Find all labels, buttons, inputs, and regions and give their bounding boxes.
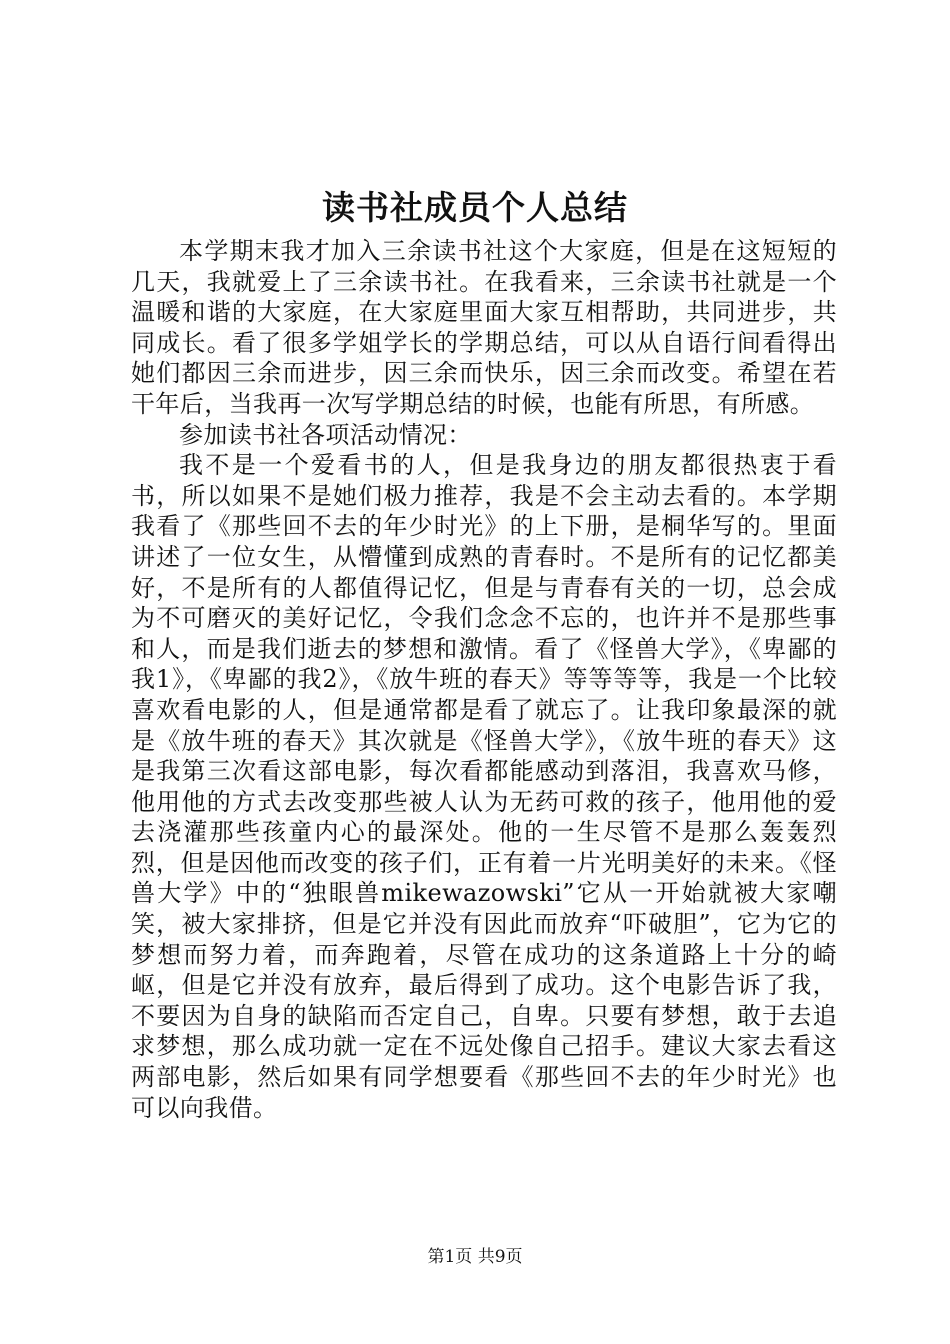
- paragraph-intro: 本学期末我才加入三余读书社这个大家庭，但是在这短短的几天，我就爱上了三余读书社。在我看来，三余读书社就是一个温暖和谐的大家庭，在大家庭里面大家互相帮助，共同进步，共同成长。看了很多学姐学长的学期总结，可以从自语行间看得出她们都因三余而进步，因三余而快乐，因三余而改变。希望在若干年后，当我再一次写学期总结的时候，也能有所思，有所感。: [131, 237, 837, 418]
- document-body: [131, 236, 837, 1123]
- page-number-footer: 第1页 共9页: [427, 1247, 523, 1267]
- document-title: 读书社成员个人总结: [322, 188, 628, 227]
- paragraph-reading-summary: 我不是一个爱看书的人，但是我身边的朋友都很热衷于看书，所以如果不是她们极力推荐，我是不会主动去看的。本学期我看了《那些回不去的年少时光》的上下册，是桐华写的。里面讲述了一位女生，从懵懂到成熟的青春时。不是所有的记忆都美好，不是所有的人都值得记忆，但是与青春有关的一切，总会成为不可磨灭的美好记忆，令我们念念不忘的，也许并不是那些事和人，而是我们逝去的梦想和激情。看了《怪兽大学》，《卑鄙的我1》，《卑鄙的我2》，《放牛班的春天》等等等等，我是一个比较喜欢看电影的人，但是通常都是看了就忘了。让我印象最深的就是《放牛班的春天》其次就是《怪兽大学》，《放牛班的春天》这是我第三次看这部电影，每次看都能感动到落泪，我喜欢马修，他用他的方式去改变那些被人认为无药可救的孩子，他用他的爱去浇灌那些孩童内心的最深处。他的一生尽管不是那么轰轰烈烈，但是因他而改变的孩子们，正有着一片光明美好的未来。《怪兽大学》中的“独眼兽mikewazowski”它从一开始就被大家嘲笑，被大家排挤，但是它并没有因此而放弃“吓破胆”，它为它的梦想而努力着，而奔跑着，尽管在成功的这条道路上十分的崎岖，但是它并没有放弃，最后得到了成功。这个电影告诉了我，不要因为自身的缺陷而否定自己，自卑。只要有梦想，敢于去追求梦想，那么成功就一定在不远处像自己招手。建议大家去看这两部电影，然后如果有同学想要看《那些回不去的年少时光》也可以向我借。: [131, 451, 837, 1122]
- paragraph-activities-heading: 参加读书社各项活动情况：: [179, 420, 472, 449]
